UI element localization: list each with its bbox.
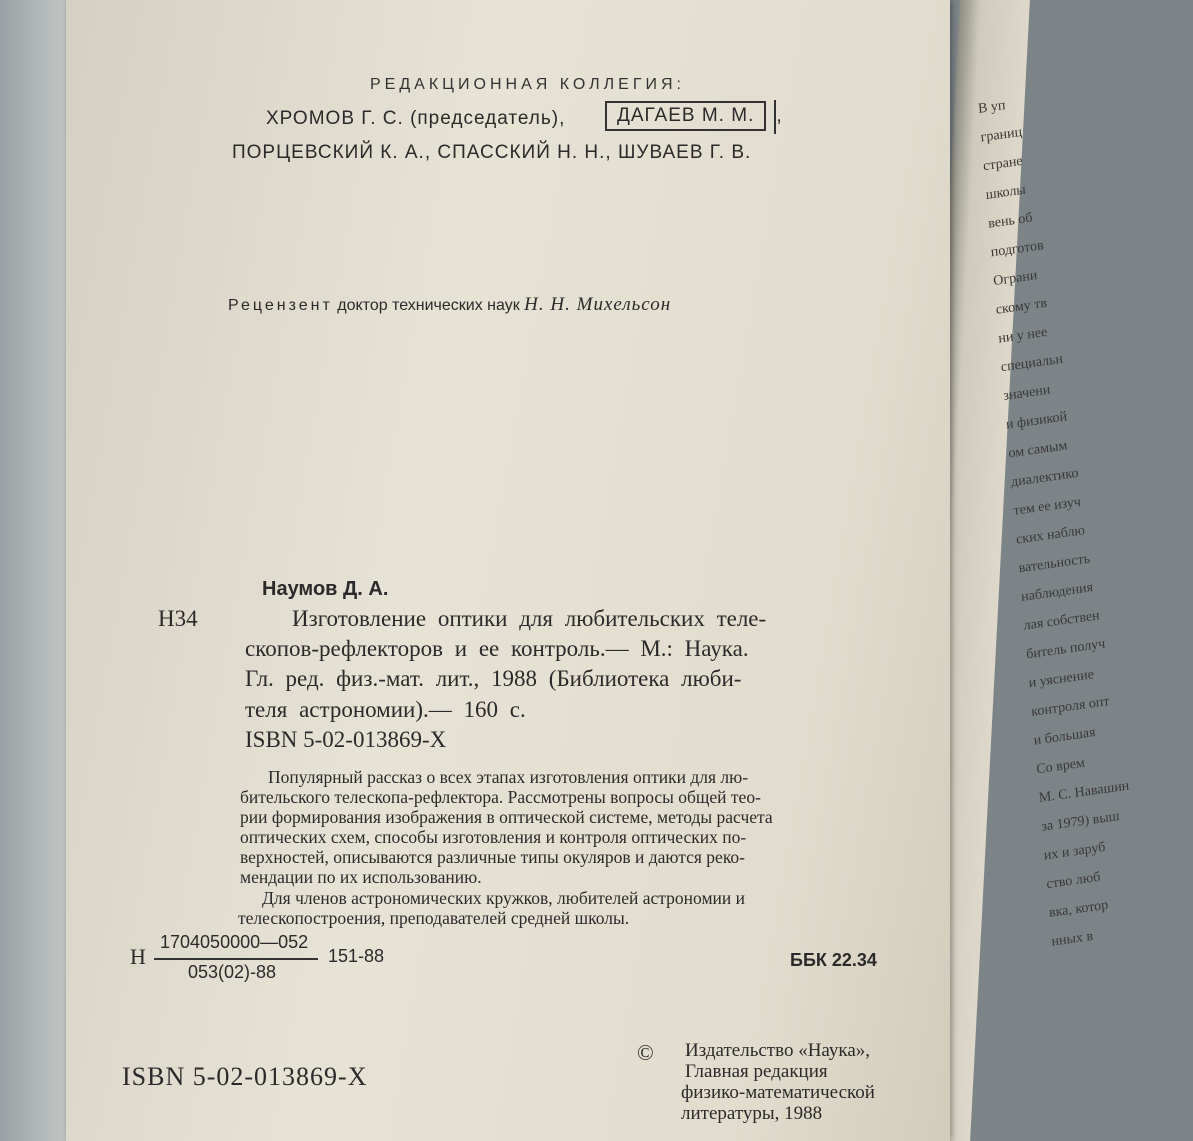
board-line2: ПОРЦЕВСКИЙ К. А., СПАССКИЙ Н. Н., ШУВАЕВ Г. В.: [232, 142, 752, 163]
board-heading: РЕДАКЦИОННАЯ КОЛЛЕГИЯ:: [370, 76, 685, 93]
publisher-line-4: литературы, 1988: [681, 1103, 823, 1124]
bbk-code: ББК 22.34: [790, 950, 877, 970]
board-line1-boxed-wrap: [605, 100, 783, 134]
board-line1-comma: ,: [776, 105, 783, 127]
annotation-line-8: телескопостроения, преподавателей средней школы.: [238, 908, 630, 928]
publisher-line-3: физико-математической: [681, 1082, 875, 1103]
footer-isbn: ISBN 5-02-013869-X: [122, 1062, 368, 1091]
annotation-line-1: Популярный рассказ о всех этапах изготовления оптики для лю-: [268, 767, 749, 787]
annotation-line-3: рии формирования изображения в оптической системе, методы расчета: [240, 807, 773, 827]
copyright-symbol: ©: [637, 1040, 654, 1065]
catalog-author: Наумов Д. А.: [262, 578, 389, 600]
reviewer-name: Н. Н. Михельсон: [524, 294, 672, 315]
index-denominator: 053(02)-88: [188, 962, 277, 982]
publisher-line-1: Издательство «Наука»,: [685, 1040, 871, 1061]
catalog-line-2: скопов-рефлекторов и ее контроль.— М.: Наука.: [245, 636, 749, 661]
index-fraction-line: [154, 958, 318, 960]
annotation-line-7: Для членов астрономических кружков, любителей астрономии и: [262, 888, 745, 908]
reviewer-label: Рецензент: [228, 297, 333, 314]
board-boxed-name: ДАГАЕВ М. М.: [605, 101, 766, 131]
annotation-line-4: оптических схем, способы изготовления и контроля оптических по-: [240, 827, 747, 847]
catalog-line-1: Изготовление оптики для любительских теле-: [292, 606, 767, 631]
reviewer-title: доктор технических наук: [337, 297, 520, 314]
index-letter: Н: [130, 944, 146, 969]
catalog-code: Н34: [158, 606, 198, 631]
adjacent-page-text: В уп границ стране школы вень об подготов Ограни скому тв ни у нее специальн значени и физикой ом самым диалектико тем ее изуч ских наблю вательность наблюдения лая собствен битель получ и уяснение контроля опт и большая Со врем М. С. Навашин за 1979) выш их и заруб ство люб вка, котор нных в: [977, 98, 1130, 950]
annotation-line-5: верхностей, описываются различные типы окуляров и даются реко-: [240, 847, 746, 867]
board-line1-name: ХРОМОВ Г. С. (председатель),: [266, 108, 566, 129]
catalog-isbn: ISBN 5-02-013869-X: [245, 727, 447, 752]
index-numerator: 1704050000—052: [160, 932, 309, 952]
annotation-line-2: бительского телескопа-рефлектора. Рассмотрены вопросы общей тео-: [240, 787, 761, 807]
catalog-line-4: теля астрономии).— 160 с.: [245, 697, 526, 722]
publisher-line-2: Главная редакция: [685, 1061, 828, 1082]
reviewer-line: [228, 294, 671, 316]
index-suffix: 151-88: [328, 946, 385, 966]
annotation-line-6: мендации по их использованию.: [240, 867, 482, 887]
catalog-line-3: Гл. ред. физ.-мат. лит., 1988 (Библиотека люби-: [245, 666, 742, 691]
